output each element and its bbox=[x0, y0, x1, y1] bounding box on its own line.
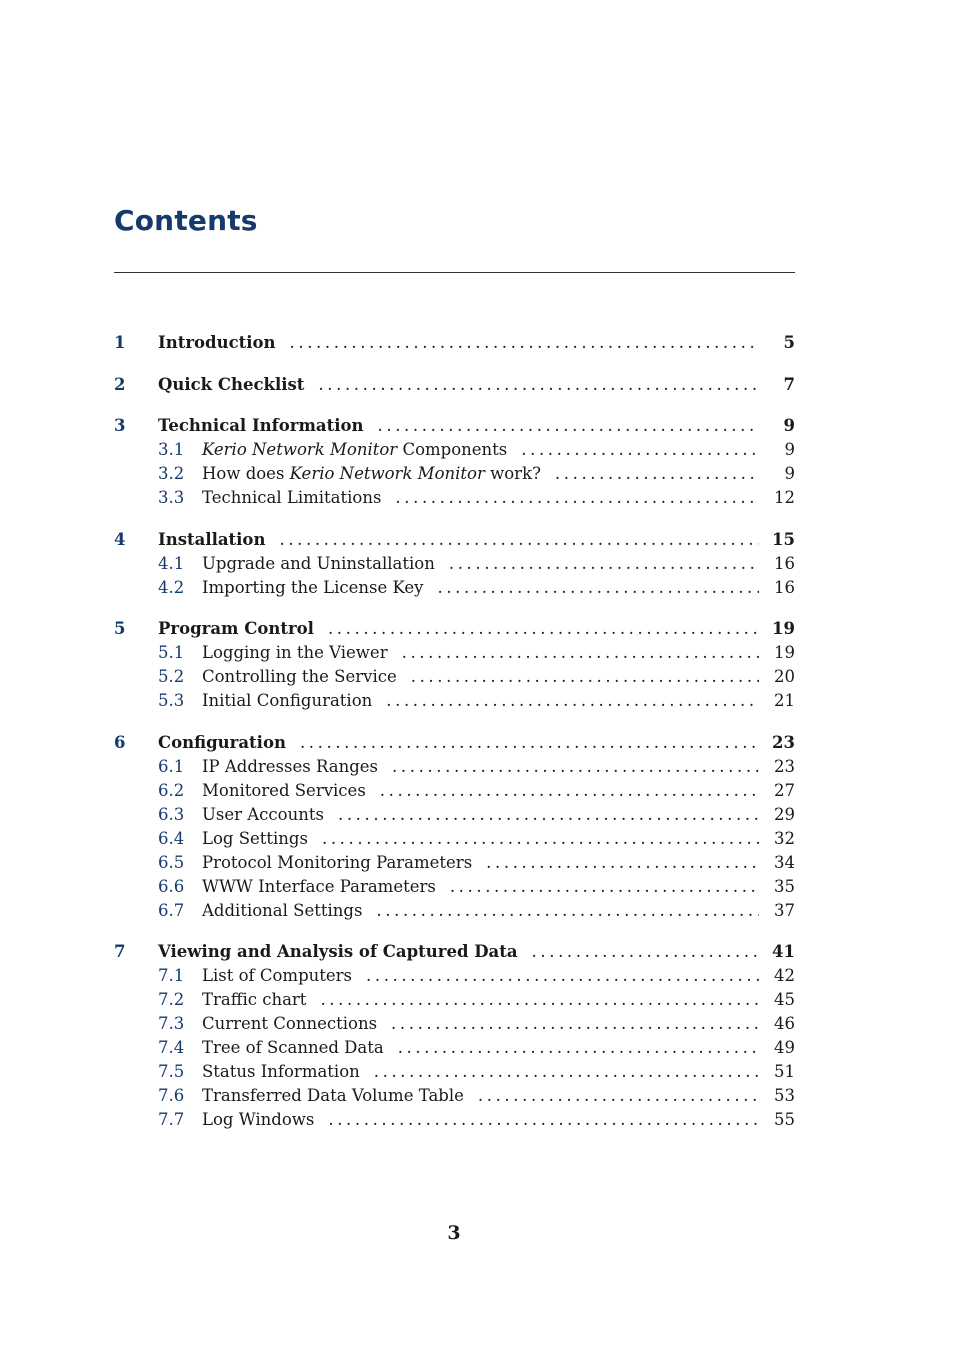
section-title bbox=[202, 779, 380, 803]
dot-leader bbox=[392, 755, 759, 779]
toc-section-entry[interactable] bbox=[114, 1060, 795, 1084]
section-title bbox=[202, 803, 338, 827]
section-number: 5.1 bbox=[158, 643, 185, 662]
section-title bbox=[202, 1012, 391, 1036]
dot-leader bbox=[449, 552, 759, 576]
chapter-title: Technical Information bbox=[158, 416, 364, 435]
section-title bbox=[202, 689, 386, 713]
section-page-number: 37 bbox=[774, 900, 795, 920]
section-page-number: 12 bbox=[774, 488, 795, 507]
chapter-page-number: 19 bbox=[772, 619, 795, 638]
section-number: 6.4 bbox=[158, 828, 185, 848]
section-title-pre: Log Windows bbox=[202, 1110, 315, 1129]
section-title-pre: Importing the License Key bbox=[202, 577, 424, 597]
toc-chapter-entry[interactable] bbox=[114, 940, 795, 964]
dot-leader bbox=[521, 438, 759, 462]
toc-section-entry[interactable] bbox=[114, 803, 795, 827]
dot-leader bbox=[328, 1108, 759, 1132]
section-page-number: 32 bbox=[774, 828, 795, 848]
dot-leader bbox=[318, 373, 759, 397]
toc-section-entry[interactable] bbox=[114, 1084, 795, 1108]
toc-chapter-entry[interactable] bbox=[114, 331, 795, 355]
section-page-number: 21 bbox=[774, 691, 795, 710]
dot-leader bbox=[378, 414, 760, 438]
section-title-pre: Tree of Scanned Data bbox=[202, 1038, 384, 1057]
section-number: 6.3 bbox=[158, 804, 185, 824]
page-number: 3 bbox=[447, 1222, 461, 1244]
dot-leader bbox=[555, 462, 759, 486]
section-number: 7.1 bbox=[158, 966, 185, 985]
section-title-pre: How does bbox=[202, 464, 290, 483]
chapter-page-number: 5 bbox=[783, 333, 795, 352]
toc-chapter-entry[interactable] bbox=[114, 414, 795, 438]
chapter-page-number: 23 bbox=[772, 732, 795, 752]
toc-chapter bbox=[114, 373, 795, 397]
chapter-number: 5 bbox=[114, 619, 126, 638]
chapter-number: 4 bbox=[114, 529, 126, 549]
toc-chapter-entry[interactable] bbox=[114, 617, 795, 641]
section-title bbox=[202, 1060, 374, 1084]
section-page-number: 46 bbox=[774, 1014, 795, 1033]
toc-section-entry[interactable] bbox=[114, 899, 795, 923]
section-title-pre: Technical Limitations bbox=[202, 488, 382, 507]
toc-section-entry[interactable] bbox=[114, 1012, 795, 1036]
section-page-number: 29 bbox=[774, 804, 795, 824]
section-title-pre: Transferred Data Volume Table bbox=[202, 1086, 464, 1105]
section-title-pre: Protocol Monitoring Parameters bbox=[202, 852, 473, 872]
dot-leader bbox=[338, 803, 759, 827]
section-title bbox=[202, 576, 437, 600]
section-page-number: 16 bbox=[774, 553, 795, 573]
chapter-page-number: 9 bbox=[783, 416, 795, 435]
section-number: 6.6 bbox=[158, 876, 185, 896]
section-number: 4.1 bbox=[158, 553, 185, 573]
toc-chapter bbox=[114, 731, 795, 923]
section-title bbox=[202, 964, 366, 988]
section-page-number: 16 bbox=[774, 577, 795, 597]
dot-leader bbox=[374, 1060, 759, 1084]
page-title: Contents bbox=[114, 204, 258, 237]
section-title bbox=[202, 899, 376, 923]
toc-section-entry[interactable] bbox=[114, 755, 795, 779]
toc-section-entry[interactable] bbox=[114, 665, 795, 689]
toc-section-entry[interactable] bbox=[114, 1108, 795, 1132]
chapter-title: Configuration bbox=[158, 732, 286, 752]
chapter-number: 3 bbox=[114, 416, 126, 435]
dot-leader bbox=[279, 528, 759, 552]
dot-leader bbox=[450, 875, 759, 899]
section-page-number: 35 bbox=[774, 876, 795, 896]
dot-leader bbox=[386, 689, 759, 713]
section-number: 4.2 bbox=[158, 577, 185, 597]
toc-section-entry[interactable] bbox=[114, 827, 795, 851]
section-title-emphasis: Kerio Network Monitor bbox=[202, 440, 398, 459]
section-title-pre: Additional Settings bbox=[202, 900, 363, 920]
section-title-pre: IP Addresses Ranges bbox=[202, 756, 379, 776]
section-page-number: 51 bbox=[774, 1062, 795, 1081]
toc-section-entry[interactable] bbox=[114, 438, 795, 462]
section-title bbox=[202, 1084, 478, 1108]
section-title-emphasis: Kerio Network Monitor bbox=[289, 464, 485, 483]
section-title bbox=[202, 438, 521, 462]
dot-leader bbox=[320, 988, 759, 1012]
toc-chapter bbox=[114, 940, 795, 1132]
section-number: 7.5 bbox=[158, 1062, 185, 1081]
section-page-number: 45 bbox=[774, 990, 795, 1009]
section-page-number: 49 bbox=[774, 1038, 795, 1057]
toc-section-entry[interactable] bbox=[114, 988, 795, 1012]
toc-section-entry[interactable] bbox=[114, 486, 795, 510]
section-number: 3.2 bbox=[158, 464, 185, 483]
chapter-number: 6 bbox=[114, 732, 126, 752]
toc-section-entry[interactable] bbox=[114, 689, 795, 713]
dot-leader bbox=[290, 331, 759, 355]
chapter-number: 2 bbox=[114, 374, 126, 394]
section-number: 5.3 bbox=[158, 691, 185, 710]
section-title-pre: Controlling the Service bbox=[202, 667, 397, 686]
section-number: 6.5 bbox=[158, 852, 185, 872]
toc-section-entry[interactable] bbox=[114, 576, 795, 600]
section-title bbox=[202, 665, 411, 689]
toc-section-entry[interactable] bbox=[114, 851, 795, 875]
chapter-number: 7 bbox=[114, 942, 126, 961]
chapter-title: Program Control bbox=[158, 619, 314, 638]
section-number: 7.3 bbox=[158, 1014, 185, 1033]
toc-chapter bbox=[114, 528, 795, 600]
section-title-pre: Status Information bbox=[202, 1062, 360, 1081]
toc-chapter-entry[interactable] bbox=[114, 731, 795, 755]
toc-chapter bbox=[114, 617, 795, 713]
chapter-title: Introduction bbox=[158, 333, 276, 352]
section-number: 3.1 bbox=[158, 440, 185, 459]
section-number: 5.2 bbox=[158, 667, 185, 686]
dot-leader bbox=[376, 899, 759, 923]
section-title-pre: Traffic chart bbox=[202, 990, 307, 1009]
section-page-number: 9 bbox=[784, 440, 795, 459]
chapter-number: 1 bbox=[114, 333, 126, 352]
section-title-pre: Upgrade and Uninstallation bbox=[202, 553, 435, 573]
chapter-page-number: 41 bbox=[772, 942, 795, 961]
section-page-number: 34 bbox=[774, 852, 795, 872]
toc-chapter bbox=[114, 331, 795, 355]
dot-leader bbox=[300, 731, 759, 755]
section-page-number: 19 bbox=[774, 643, 795, 662]
section-title bbox=[202, 827, 322, 851]
toc-chapter bbox=[114, 414, 795, 510]
section-page-number: 55 bbox=[774, 1110, 795, 1129]
toc-section-entry[interactable] bbox=[114, 552, 795, 576]
chapter-title: Installation bbox=[158, 529, 266, 549]
section-title bbox=[202, 462, 555, 486]
section-title-pre: Logging in the Viewer bbox=[202, 643, 388, 662]
section-title bbox=[202, 1036, 398, 1060]
section-title bbox=[202, 641, 402, 665]
section-number: 6.2 bbox=[158, 780, 185, 800]
section-title-pre: Log Settings bbox=[202, 828, 308, 848]
dot-leader bbox=[328, 617, 759, 641]
dot-leader bbox=[391, 1012, 759, 1036]
section-title bbox=[202, 988, 320, 1012]
dot-leader bbox=[398, 1036, 759, 1060]
section-title bbox=[202, 755, 392, 779]
toc-section-entry[interactable] bbox=[114, 875, 795, 899]
section-title-pre: Current Connections bbox=[202, 1014, 378, 1033]
dot-leader bbox=[402, 641, 759, 665]
section-page-number: 20 bbox=[774, 667, 795, 686]
dot-leader bbox=[395, 486, 759, 510]
chapter-page-number: 7 bbox=[783, 374, 795, 394]
section-title bbox=[202, 552, 449, 576]
section-number: 7.6 bbox=[158, 1086, 185, 1105]
section-title bbox=[202, 875, 450, 899]
section-page-number: 53 bbox=[774, 1086, 795, 1105]
section-page-number: 27 bbox=[774, 780, 795, 800]
toc-chapter-entry[interactable] bbox=[114, 528, 795, 552]
section-number: 7.7 bbox=[158, 1110, 185, 1129]
section-number: 7.4 bbox=[158, 1038, 185, 1057]
section-title-post: work? bbox=[484, 464, 541, 483]
dot-leader bbox=[532, 940, 759, 964]
toc-section-entry[interactable] bbox=[114, 779, 795, 803]
section-title bbox=[202, 851, 486, 875]
dot-leader bbox=[486, 851, 759, 875]
table-of-contents bbox=[114, 331, 795, 1150]
section-page-number: 23 bbox=[774, 756, 795, 776]
section-page-number: 42 bbox=[774, 966, 795, 985]
section-number: 6.7 bbox=[158, 900, 185, 920]
chapter-title: Viewing and Analysis of Captured Data bbox=[158, 942, 518, 961]
title-divider bbox=[114, 272, 795, 273]
section-title-pre: WWW Interface Parameters bbox=[202, 876, 436, 896]
chapter-page-number: 15 bbox=[772, 529, 795, 549]
toc-section-entry[interactable] bbox=[114, 1036, 795, 1060]
section-title-pre: User Accounts bbox=[202, 804, 324, 824]
section-number: 7.2 bbox=[158, 990, 185, 1009]
section-title bbox=[202, 1108, 328, 1132]
section-title bbox=[202, 486, 395, 510]
dot-leader bbox=[322, 827, 759, 851]
toc-section-entry[interactable] bbox=[114, 964, 795, 988]
dot-leader bbox=[437, 576, 759, 600]
section-title-pre: Initial Configuration bbox=[202, 691, 373, 710]
dot-leader bbox=[478, 1084, 759, 1108]
section-page-number: 9 bbox=[784, 464, 795, 483]
section-number: 6.1 bbox=[158, 756, 185, 776]
dot-leader bbox=[411, 665, 759, 689]
dot-leader bbox=[366, 964, 759, 988]
section-number: 3.3 bbox=[158, 488, 185, 507]
section-title-pre: List of Computers bbox=[202, 966, 353, 985]
toc-section-entry[interactable] bbox=[114, 641, 795, 665]
section-title-post: Components bbox=[397, 440, 508, 459]
section-title-pre: Monitored Services bbox=[202, 780, 366, 800]
dot-leader bbox=[380, 779, 759, 803]
chapter-title: Quick Checklist bbox=[158, 374, 305, 394]
toc-section-entry[interactable] bbox=[114, 462, 795, 486]
toc-chapter-entry[interactable] bbox=[114, 373, 795, 397]
